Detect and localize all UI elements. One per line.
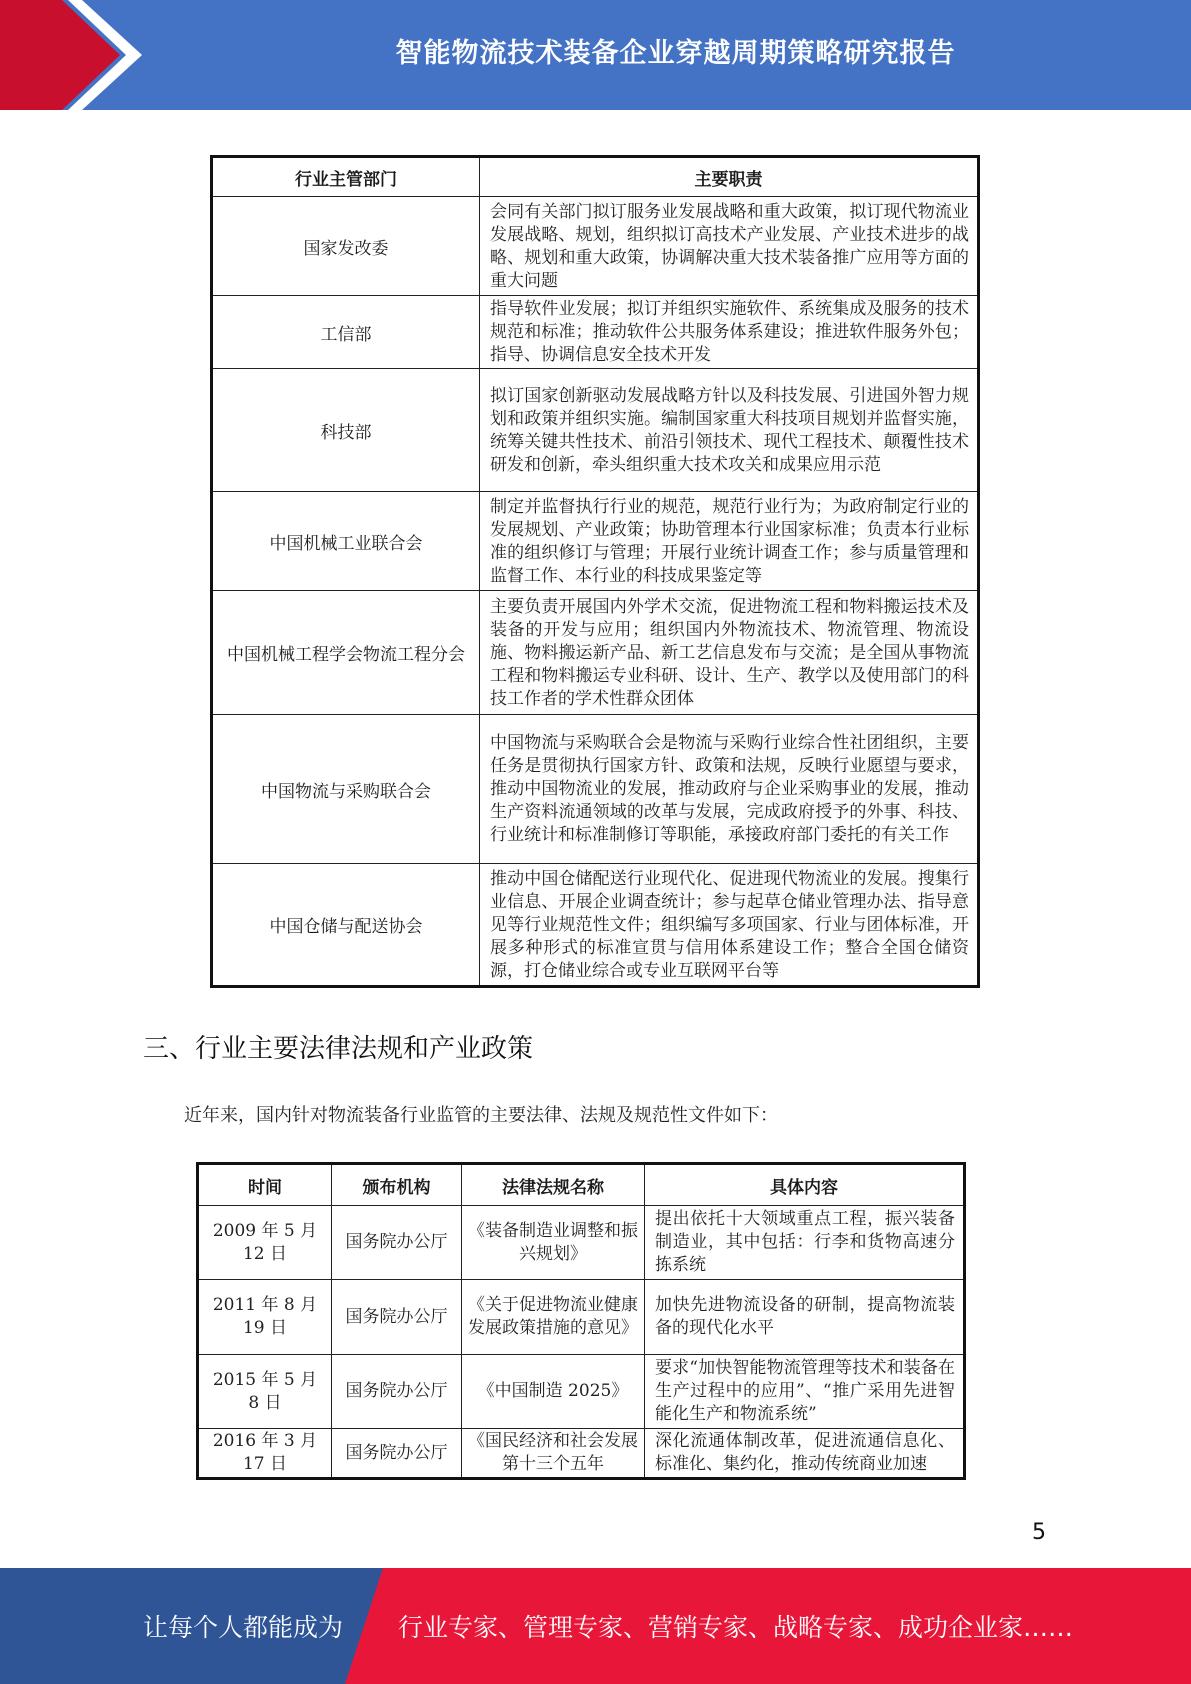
- law-name-cell: 《国民经济和社会发展第十三个五年: [462, 1429, 645, 1479]
- org-cell: 国务院办公厅: [332, 1280, 462, 1355]
- footer-slogan-right: 行业专家、管理专家、营销专家、战略专家、成功企业家……: [398, 1613, 1074, 1642]
- dept-cell: 工信部: [212, 296, 480, 369]
- table-header-row: [198, 1164, 965, 1206]
- date-cell: 2011 年 8 月 19 日: [198, 1280, 332, 1355]
- date-cell: 2015 年 5 月 8 日: [198, 1355, 332, 1429]
- department-responsibility-table: [210, 155, 980, 988]
- header-arrow-decoration: [0, 0, 200, 110]
- table-row: [212, 296, 979, 369]
- table-row: [198, 1280, 965, 1355]
- page-header: [0, 0, 1191, 110]
- content-cell: 提出依托十大领域重点工程，振兴装备制造业，其中包括：行李和货物高速分拣系统: [645, 1206, 965, 1280]
- date-cell: 2009 年 5 月 12 日: [198, 1206, 332, 1280]
- table-row: [212, 197, 979, 296]
- content-cell: 加快先进物流设备的研制，提高物流装备的现代化水平: [645, 1280, 965, 1355]
- table-row: [212, 864, 979, 987]
- intro-paragraph: 近年来，国内针对物流装备行业监管的主要法律、法规及规范性文件如下：: [184, 1105, 778, 1126]
- content-cell: 要求“加快智能物流管理等技术和装备在生产过程中的应用”、“推广采用先进智能化生产和物流系统”: [645, 1355, 965, 1429]
- page-number: 5: [1032, 1520, 1046, 1545]
- column-header-duty: 主要职责: [480, 157, 979, 197]
- law-name-cell: 《关于促进物流业健康发展政策措施的意见》: [462, 1280, 645, 1355]
- dept-cell: 中国机械工业联合会: [212, 492, 480, 591]
- laws-regulations-table: [196, 1162, 966, 1480]
- column-header-org: 颁布机构: [332, 1164, 462, 1206]
- duty-cell: 推动中国仓储配送行业现代化、促进现代物流业的发展。搜集行业信息、开展企业调查统计；参与起草仓储业管理办法、指导意见等行业规范性文件；组织编写多项国家、行业与团体标准，开展多种形式的标准宣贯与信用体系建设工作；整合全国仓储资源，打仓储业综合或专业互联网平台等: [480, 864, 979, 987]
- duty-cell: 制定并监督执行行业的规范，规范行业行为；为政府制定行业的发展规划、产业政策；协助管理本行业国家标准；负责本行业标准的组织修订与管理；开展行业统计调查工作；参与质量管理和监督工作、本行业的科技成果鉴定等: [480, 492, 979, 591]
- duty-cell: 指导软件业发展；拟订并组织实施软件、系统集成及服务的技术规范和标准；推动软件公共服务体系建设；推进软件服务外包；指导、协调信息安全技术开发: [480, 296, 979, 369]
- org-cell: 国务院办公厅: [332, 1355, 462, 1429]
- table-header-row: [212, 157, 979, 197]
- header-title: 智能物流技术装备企业穿越周期策略研究报告: [395, 37, 956, 69]
- table-row: [198, 1355, 965, 1429]
- table-row: [198, 1206, 965, 1280]
- dept-cell: 科技部: [212, 369, 480, 492]
- law-name-cell: 《装备制造业调整和振兴规划》: [462, 1206, 645, 1280]
- table-row: [212, 492, 979, 591]
- dept-cell: 中国物流与采购联合会: [212, 715, 480, 864]
- column-header-date: 时间: [198, 1164, 332, 1206]
- duty-cell: 拟订国家创新驱动发展战略方针以及科技发展、引进国外智力规划和政策并组织实施。编制国家重大科技项目规划并监督实施，统筹关键共性技术、前沿引领技术、现代工程技术、颠覆性技术研发和创新，牵头组织重大技术攻关和成果应用示范: [480, 369, 979, 492]
- duty-cell: 主要负责开展国内外学术交流，促进物流工程和物料搬运技术及装备的开发与应用；组织国内外物流技术、物流管理、物流设施、物料搬运新产品、新工艺信息发布与交流；是全国从事物流工程和物料搬运专业科研、设计、生产、教学以及使用部门的科技工作者的学术性群众团体: [480, 591, 979, 715]
- org-cell: 国务院办公厅: [332, 1429, 462, 1479]
- content-cell: 深化流通体制改革，促进流通信息化、标准化、集约化，推动传统商业加速: [645, 1429, 965, 1479]
- dept-cell: 中国仓储与配送协会: [212, 864, 480, 987]
- table-row: [198, 1429, 965, 1479]
- page-footer: [0, 1568, 1191, 1684]
- duty-cell: 中国物流与采购联合会是物流与采购行业综合性社团组织，主要任务是贯彻执行国家方针、政策和法规，反映行业愿望与要求，推动中国物流业的发展，推动政府与企业采购事业的发展，推动生产资料流通领域的改革与发展，完成政府授予的外事、科技、行业统计和标准制修订等职能，承接政府部门委托的有关工作: [480, 715, 979, 864]
- org-cell: 国务院办公厅: [332, 1206, 462, 1280]
- column-header-dept: 行业主管部门: [212, 157, 480, 197]
- section-heading: 三、行业主要法律法规和产业政策: [143, 1034, 534, 1064]
- table-row: [212, 369, 979, 492]
- duty-cell: 会同有关部门拟订服务业发展战略和重大政策，拟订现代物流业发展战略、规划，组织拟订高技术产业发展、产业技术进步的战略、规划和重大政策，协调解决重大技术装备推广应用等方面的重大问题: [480, 197, 979, 296]
- law-name-cell: 《中国制造 2025》: [462, 1355, 645, 1429]
- column-header-content: 具体内容: [645, 1164, 965, 1206]
- footer-slogan-left: 让每个人都能成为: [143, 1613, 344, 1642]
- dept-cell: 国家发改委: [212, 197, 480, 296]
- column-header-name: 法律法规名称: [462, 1164, 645, 1206]
- date-cell: 2016 年 3 月 17 日: [198, 1429, 332, 1479]
- dept-cell: 中国机械工程学会物流工程分会: [212, 591, 480, 715]
- table-row: [212, 591, 979, 715]
- table-row: [212, 715, 979, 864]
